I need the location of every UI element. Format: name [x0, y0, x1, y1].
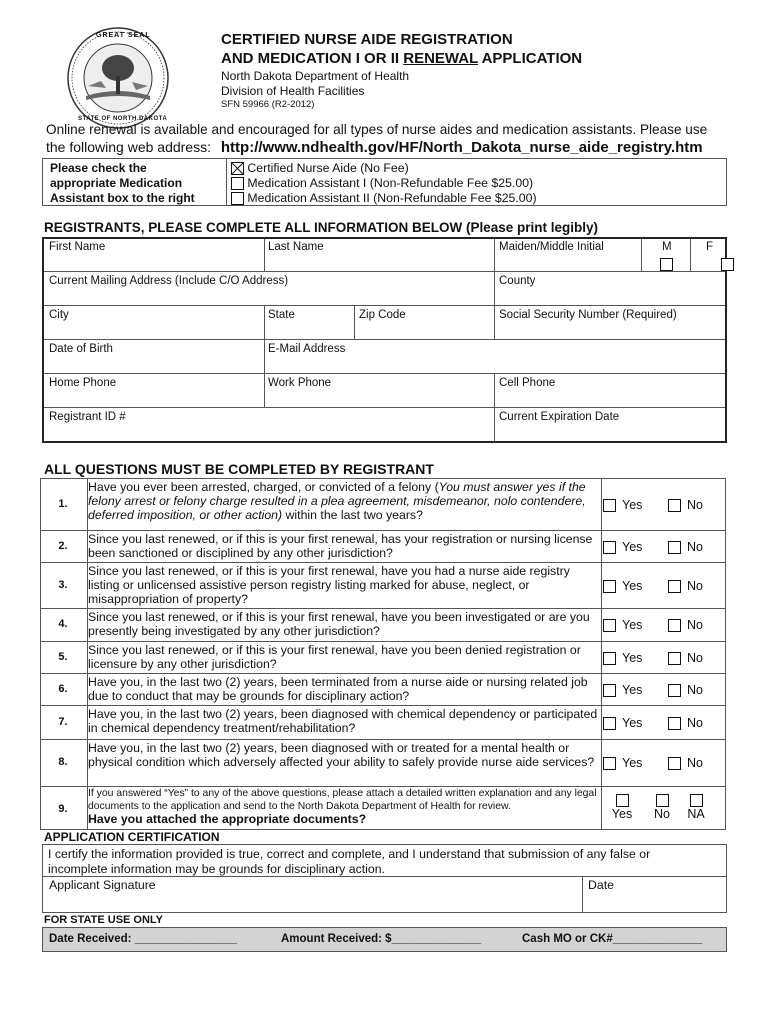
- no-option[interactable]: [668, 651, 703, 665]
- checkbox-icon[interactable]: [668, 499, 681, 512]
- state-seal: [66, 26, 170, 130]
- date-received: Date Received: ________________: [49, 933, 237, 945]
- zip-label: Zip Code: [359, 309, 406, 321]
- q1-post: within the last two years?: [282, 508, 423, 522]
- no-label: No: [654, 807, 670, 822]
- checkbox-icon[interactable]: [603, 757, 616, 770]
- question-text: Since you last renewed, or if this is your first renewal, have you been denied registration or licensure by any other jurisdiction?: [88, 643, 581, 671]
- q9-text: If you answered “Yes” to any of the above questions, please attach a detailed written explanation and any legal documents to the application and send to the North Dakota Department of Health for review.: [88, 788, 597, 812]
- option-label: Medication Assistant II (Non-Refundable Fee $25.00): [247, 191, 537, 205]
- seal-bottom-text: STATE OF NORTH DAKOTA: [78, 116, 168, 122]
- male-label: M: [662, 241, 672, 253]
- question-text: Since you last renewed, or if this is your first renewal, have you been investigated or are you presently being investigated by any other jurisdiction?: [88, 610, 590, 638]
- question-text: Since you last renewed, or if this is your first renewal, has your registration or nursing license been sanctioned or disciplined by any other jurisdiction?: [88, 532, 593, 560]
- checkbox-icon[interactable]: [603, 652, 616, 665]
- certification-heading: APPLICATION CERTIFICATION: [44, 830, 220, 844]
- yes-option[interactable]: [603, 716, 642, 730]
- yes-option[interactable]: [603, 540, 642, 554]
- title-post: APPLICATION: [477, 50, 583, 67]
- checkbox-icon[interactable]: [603, 684, 616, 697]
- question-9: [40, 786, 725, 830]
- state-label: State: [268, 309, 295, 321]
- question-number: 8.: [58, 756, 68, 768]
- checkbox-icon[interactable]: [231, 177, 244, 190]
- checkbox-icon[interactable]: [656, 794, 669, 807]
- no-label: No: [687, 683, 703, 697]
- option-medication-assistant-2[interactable]: [231, 191, 537, 205]
- division: Division of Health Facilities: [221, 84, 365, 98]
- cell-phone-label: Cell Phone: [499, 377, 556, 389]
- email-label: E-Mail Address: [268, 343, 346, 355]
- q9-bold: Have you attached the appropriate documents?: [88, 812, 367, 826]
- no-label: No: [687, 540, 703, 554]
- home-phone-label: Home Phone: [49, 377, 117, 389]
- no-label: No: [687, 579, 703, 593]
- question-number: 7.: [58, 716, 68, 728]
- option-certified-nurse-aide[interactable]: [231, 161, 409, 175]
- no-option[interactable]: [668, 618, 703, 632]
- no-label: No: [687, 498, 703, 512]
- work-phone-label: Work Phone: [268, 377, 332, 389]
- yes-label: Yes: [622, 716, 643, 730]
- checkbox-icon[interactable]: [603, 717, 616, 730]
- yes-option[interactable]: [603, 618, 642, 632]
- question-number: 6.: [58, 683, 68, 695]
- no-label: No: [687, 756, 703, 770]
- question-text: Have you, in the last two (2) years, been terminated from a nurse aide or nursing related job due to conduct that may be grounds for disciplinary action?: [88, 675, 588, 703]
- checkbox-icon[interactable]: [668, 541, 681, 554]
- checkbox-icon[interactable]: [668, 580, 681, 593]
- checkbox-icon[interactable]: [668, 717, 681, 730]
- yes-option[interactable]: [605, 793, 639, 821]
- registrant-info-table: [42, 237, 727, 443]
- checkbox-icon[interactable]: [231, 192, 244, 205]
- yes-label: Yes: [622, 540, 643, 554]
- web-address-label: the following web address:: [46, 139, 211, 155]
- no-option[interactable]: [668, 756, 703, 770]
- state-use-heading: FOR STATE USE ONLY: [44, 914, 163, 926]
- checkbox-icon[interactable]: [616, 794, 629, 807]
- question-6: [40, 673, 725, 705]
- question-text: [88, 480, 600, 522]
- no-option[interactable]: [650, 793, 674, 821]
- maiden-label: Maiden/Middle Initial: [499, 241, 604, 253]
- online-line1: Online renewal is available and encouraged for all types of nurse aides and medication assistants. Please use: [46, 122, 708, 137]
- form-number: SFN 59966 (R2-2012): [221, 99, 315, 110]
- question-5: [40, 641, 725, 673]
- question-number: 2.: [58, 540, 68, 552]
- registry-url[interactable]: http://www.ndhealth.gov/HF/North_Dakota_nurse_aide_registry.htm: [220, 139, 703, 156]
- yes-option[interactable]: [603, 651, 642, 665]
- option-medication-assistant-1[interactable]: [231, 176, 533, 190]
- question-number: 9.: [58, 803, 68, 815]
- option-label: Certified Nurse Aide (No Fee): [247, 161, 409, 175]
- question-4: [40, 608, 725, 641]
- yes-label: Yes: [622, 618, 643, 632]
- checkbox-icon[interactable]: [603, 499, 616, 512]
- signature-label: Applicant Signature: [49, 878, 156, 892]
- check-label-line2: appropriate Medication: [50, 176, 183, 190]
- question-text: [88, 788, 600, 828]
- question-text: Have you, in the last two (2) years, been diagnosed with or treated for a mental health or physical condition which adversely affected your ability to safely provide nurse aide services?: [88, 741, 595, 769]
- no-option[interactable]: [668, 540, 703, 554]
- checkbox-icon[interactable]: [603, 541, 616, 554]
- online-line2: [46, 139, 703, 156]
- payment-method: Cash MO or CK#______________: [522, 933, 703, 945]
- checkbox-icon[interactable]: [603, 580, 616, 593]
- registrants-heading: REGISTRANTS, PLEASE COMPLETE ALL INFORMATION BELOW (Please print legibly): [44, 220, 599, 235]
- q1-pre: Have you ever been arrested, charged, or convicted of a felony (: [88, 480, 439, 494]
- question-7: [40, 705, 725, 739]
- na-option[interactable]: [683, 793, 709, 821]
- female-checkbox[interactable]: [721, 258, 734, 271]
- male-checkbox[interactable]: [660, 258, 673, 271]
- checkbox-icon[interactable]: [690, 794, 703, 807]
- question-number: 4.: [58, 618, 68, 630]
- dob-label: Date of Birth: [49, 343, 113, 355]
- yes-option[interactable]: [603, 756, 642, 770]
- question-1: [40, 478, 725, 530]
- no-option[interactable]: [668, 498, 703, 512]
- check-label-line3: Assistant box to the right: [50, 191, 195, 205]
- type-check-box: [42, 158, 727, 206]
- no-option[interactable]: [668, 716, 703, 730]
- yes-option[interactable]: [603, 498, 642, 512]
- county-label: County: [499, 275, 536, 287]
- yes-label: Yes: [622, 579, 643, 593]
- question-text: Have you, in the last two (2) years, been diagnosed with chemical dependency or participated in chemical dependency treatment/rehabilitation?: [88, 707, 598, 735]
- q1-italic: You must answer yes if the felony arrest or felony charge resulted in a plea agreement, misdemeanor, nolo contendere, deferred imposition, or other action): [88, 480, 586, 522]
- no-option[interactable]: [668, 683, 703, 697]
- form-title-line2: [221, 50, 582, 67]
- checkbox-icon[interactable]: [668, 757, 681, 770]
- question-number: 5.: [58, 651, 68, 663]
- last-name-label: Last Name: [268, 241, 324, 253]
- address-label: Current Mailing Address (Include C/O Address): [49, 275, 289, 287]
- seal-top-text: GREAT SEAL: [96, 32, 151, 39]
- amount-received: Amount Received: $______________: [281, 933, 482, 945]
- certification-text: I certify the information provided is true, correct and complete, and I understand that submission of any false or incomplete information may be grounds for disciplinary action.: [48, 847, 651, 876]
- title-pre: AND MEDICATION I OR II: [221, 50, 404, 67]
- female-label: F: [706, 241, 714, 253]
- no-option[interactable]: [668, 579, 703, 593]
- checkbox-icon[interactable]: [668, 619, 681, 632]
- question-number: 3.: [58, 579, 68, 591]
- questions-heading: ALL QUESTIONS MUST BE COMPLETED BY REGISTRANT: [44, 461, 434, 477]
- no-label: No: [687, 618, 703, 632]
- yes-label: Yes: [622, 651, 643, 665]
- yes-label: Yes: [622, 756, 643, 770]
- expiration-label: Current Expiration Date: [499, 411, 620, 423]
- city-label: City: [49, 309, 69, 321]
- checked-checkbox-icon[interactable]: [231, 162, 244, 175]
- seal-icon: [66, 26, 170, 130]
- title-renewal: RENEWAL: [403, 50, 478, 67]
- state-use-box: [42, 927, 727, 952]
- question-8: [40, 739, 725, 786]
- yes-option[interactable]: [603, 683, 642, 697]
- yes-label: Yes: [611, 807, 633, 822]
- option-label: Medication Assistant I (Non-Refundable Fee $25.00): [247, 176, 534, 190]
- checkbox-icon[interactable]: [668, 684, 681, 697]
- certification-box: [42, 844, 727, 913]
- question-2: [40, 530, 725, 562]
- date-label: Date: [588, 878, 614, 892]
- ssn-label: Social Security Number (Required): [499, 309, 677, 321]
- na-label: NA: [687, 807, 705, 822]
- yes-label: Yes: [622, 498, 643, 512]
- checkbox-icon[interactable]: [603, 619, 616, 632]
- question-3: [40, 562, 725, 608]
- registrant-id-label: Registrant ID #: [49, 411, 126, 423]
- checkbox-icon[interactable]: [668, 652, 681, 665]
- check-label-line1: Please check the: [50, 161, 147, 175]
- yes-option[interactable]: [603, 579, 642, 593]
- yes-label: Yes: [622, 683, 643, 697]
- question-text: Since you last renewed, or if this is your first renewal, have you had a nurse aide registry listing or unlicensed assistive person registry listing marked for abuse, neglect, or misappropriation of property?: [88, 564, 570, 606]
- department: North Dakota Department of Health: [221, 69, 410, 83]
- no-label: No: [687, 716, 703, 730]
- no-label: No: [687, 651, 703, 665]
- first-name-label: First Name: [49, 241, 106, 253]
- form-title-line1: CERTIFIED NURSE AIDE REGISTRATION: [221, 31, 513, 48]
- question-number: 1.: [58, 498, 68, 510]
